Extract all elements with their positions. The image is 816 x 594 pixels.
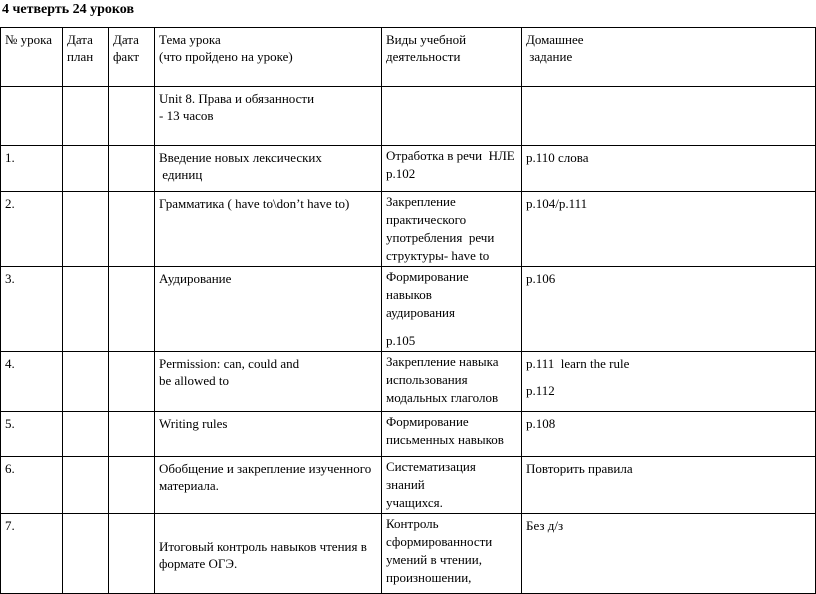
lesson-topic — [155, 514, 382, 594]
activities-line: модальных глаголов — [386, 390, 499, 405]
lesson-topic — [155, 352, 382, 412]
homework-line: Повторить правила — [526, 461, 633, 476]
unit-title — [155, 87, 382, 146]
activities-line: практического — [386, 212, 467, 227]
lesson-number: 5. — [1, 412, 63, 457]
activities-line: использования — [386, 372, 468, 387]
header-date-plan-line2: план — [67, 49, 94, 64]
date-fact-cell — [109, 352, 155, 412]
lesson-number: 3. — [1, 267, 63, 352]
topic-line: be allowed to — [159, 373, 230, 388]
topic-line: единиц — [159, 167, 203, 182]
lesson-plan-table — [0, 27, 816, 594]
date-fact-cell — [109, 412, 155, 457]
date-fact-cell — [109, 514, 155, 594]
activities-line: произношении, — [386, 570, 472, 585]
unit-row — [1, 87, 816, 146]
lesson-number: 1. — [1, 146, 63, 192]
topic-line: Введение новых лексических — [159, 150, 322, 165]
topic-line: формате ОГЭ. — [159, 556, 238, 571]
lesson-homework — [522, 267, 816, 352]
topic-line: Аудирование — [159, 271, 232, 286]
activities-line: Формирование — [386, 414, 469, 429]
header-activities — [382, 28, 522, 87]
header-date-fact — [109, 28, 155, 87]
table-row — [1, 412, 816, 457]
table-row — [1, 457, 816, 514]
topic-line: Грамматика ( have to\don’t have to) — [159, 196, 350, 211]
unit-cell-homework — [522, 87, 816, 146]
lesson-homework — [522, 352, 816, 412]
lesson-activities — [382, 514, 522, 594]
activities-line: учащихся. — [386, 495, 443, 510]
topic-line: Permission: can, could and — [159, 356, 300, 371]
header-topic-line1: Тема урока — [159, 32, 221, 47]
activities-line: умений в чтении, — [386, 552, 482, 567]
lesson-activities — [382, 267, 522, 352]
unit-cell-fact — [109, 87, 155, 146]
lesson-homework — [522, 514, 816, 594]
activities-line: р.102 — [386, 166, 416, 181]
lesson-topic — [155, 412, 382, 457]
table-row — [1, 352, 816, 412]
homework-line: р.104/р.111 — [526, 196, 588, 211]
date-plan-cell — [63, 457, 109, 514]
lesson-number: 4. — [1, 352, 63, 412]
unit-cell-plan — [63, 87, 109, 146]
activities-line: Систематизация знаний — [386, 459, 476, 492]
table-row — [1, 146, 816, 192]
header-homework-line2: задание — [526, 49, 573, 64]
date-plan-cell — [63, 192, 109, 267]
header-topic — [155, 28, 382, 87]
unit-cell-num — [1, 87, 63, 146]
lesson-homework — [522, 412, 816, 457]
header-date-plan-line1: Дата — [67, 32, 93, 47]
homework-line: р.112 — [526, 383, 555, 398]
header-date-fact-line1: Дата — [113, 32, 139, 47]
header-homework-line1: Домашнее — [526, 32, 584, 47]
homework-line: р.110 слова — [526, 150, 589, 165]
header-lesson-number — [1, 28, 63, 87]
date-plan-cell — [63, 267, 109, 352]
lesson-homework — [522, 192, 816, 267]
activities-line: Формирование навыков — [386, 269, 469, 302]
activities-line: Контроль — [386, 516, 439, 531]
unit-title-line2: - 13 часов — [159, 108, 214, 123]
header-row — [1, 28, 816, 87]
date-fact-cell — [109, 146, 155, 192]
lesson-topic — [155, 192, 382, 267]
lesson-activities — [382, 457, 522, 514]
topic-line: Обобщение и закрепление изученного — [159, 461, 372, 476]
unit-title-line1: Unit 8. Права и обязанности — [159, 91, 315, 106]
lesson-activities — [382, 352, 522, 412]
header-activities-line2: деятельности — [386, 49, 461, 64]
topic-line: Writing rules — [159, 416, 228, 431]
activities-line: структуры- have to — [386, 248, 490, 263]
activities-line: Отработка в речи НЛЕ — [386, 148, 515, 163]
activities-line: р.105 — [386, 333, 416, 348]
header-topic-line2: (что пройдено на уроке) — [159, 49, 293, 64]
lesson-topic — [155, 457, 382, 514]
lesson-activities — [382, 146, 522, 192]
activities-line: письменных навыков — [386, 432, 504, 447]
header-date-plan — [63, 28, 109, 87]
table-row — [1, 192, 816, 267]
lesson-topic — [155, 267, 382, 352]
date-fact-cell — [109, 192, 155, 267]
lesson-activities — [382, 412, 522, 457]
date-plan-cell — [63, 352, 109, 412]
header-date-fact-line2: факт — [113, 49, 140, 64]
homework-line: р.106 — [526, 271, 556, 286]
date-fact-cell — [109, 267, 155, 352]
lesson-topic — [155, 146, 382, 192]
lesson-number: 6. — [1, 457, 63, 514]
table-row — [1, 514, 816, 594]
header-lesson-number-text: № урока — [5, 32, 53, 47]
activities-line: Закрепление — [386, 194, 456, 209]
date-plan-cell — [63, 412, 109, 457]
lesson-homework — [522, 457, 816, 514]
lesson-homework — [522, 146, 816, 192]
homework-line: р.111 learn the rule — [526, 356, 630, 371]
homework-line: р.108 — [526, 416, 556, 431]
lesson-activities — [382, 192, 522, 267]
lesson-number: 7. — [1, 514, 63, 594]
homework-line: Без д/з — [526, 518, 564, 533]
lesson-number: 2. — [1, 192, 63, 267]
header-activities-line1: Виды учебной — [386, 32, 467, 47]
document-title: 4 четверть 24 уроков — [2, 2, 135, 17]
unit-cell-activities — [382, 87, 522, 146]
date-plan-cell — [63, 146, 109, 192]
date-plan-cell — [63, 514, 109, 594]
topic-line: Итоговый контроль навыков чтения в — [159, 539, 367, 554]
date-fact-cell — [109, 457, 155, 514]
activities-line: употребления речи — [386, 230, 495, 245]
header-homework — [522, 28, 816, 87]
table-row — [1, 267, 816, 352]
activities-line: Закрепление навыка — [386, 354, 499, 369]
topic-line: материала. — [159, 478, 219, 493]
activities-line: сформированности — [386, 534, 493, 549]
activities-line: аудирования — [386, 305, 455, 320]
